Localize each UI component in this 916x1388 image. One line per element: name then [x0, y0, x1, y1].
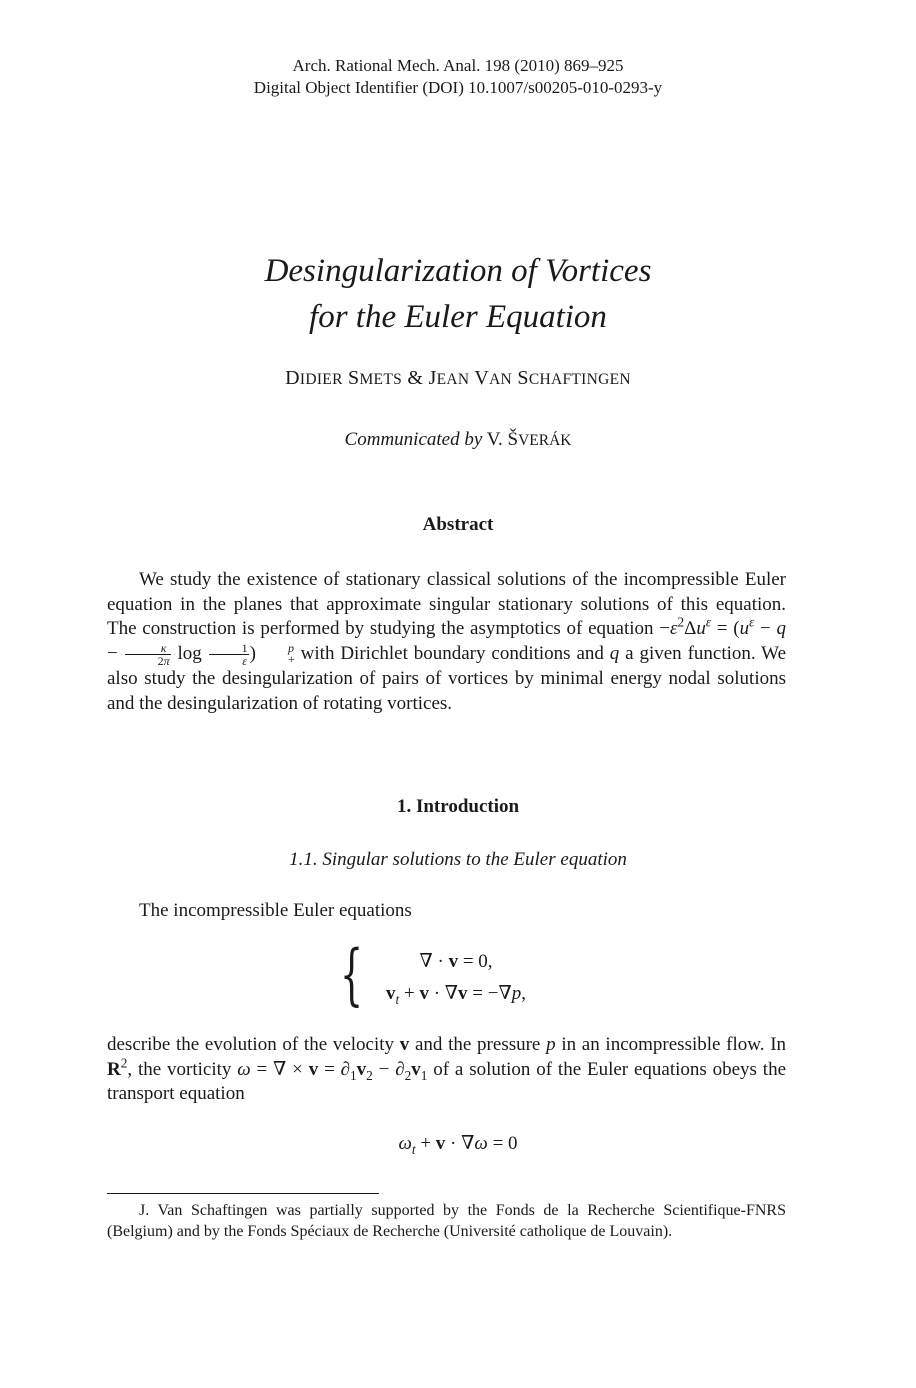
journal-header [0, 55, 916, 99]
communicated-by [0, 429, 916, 451]
abstract-heading: Abstract [422, 514, 494, 535]
communicator-surname: VERÁK [518, 432, 572, 449]
intro-text: describe the evolution of the velocity [107, 1034, 395, 1055]
math-p: p [546, 1034, 556, 1055]
communicator-surname-initial: Š [507, 429, 519, 450]
footnote-rule [107, 1193, 379, 1194]
subsection-heading: 1.1. Singular solutions to the Euler equation [289, 849, 627, 870]
section-heading: 1. Introduction [396, 796, 520, 817]
journal-citation: Arch. Rational Mech. Anal. 198 (2010) 869–925 [292, 56, 624, 75]
authors [0, 367, 916, 390]
communicator-initial: V. [486, 429, 503, 450]
title-line-2: for the Euler Equation [309, 299, 607, 335]
author-initial: S [517, 367, 529, 389]
communicated-prefix: Communicated by [344, 429, 483, 450]
intro-lead: The incompressible Euler equations [139, 900, 412, 921]
abstract-text: a given function. We also study the desingularization of pairs of vortices by minimal energy nodal solutions and the desingularization of rotating vortices. [107, 643, 787, 714]
author-initial: J [428, 367, 437, 389]
author-initial: D [285, 367, 300, 389]
abstract-body [107, 568, 786, 717]
intro-body [107, 1033, 786, 1107]
journal-doi: Digital Object Identifier (DOI) 10.1007/s00205-010-0293-y [253, 78, 663, 97]
author-initial: S [348, 367, 360, 389]
paper-title [0, 248, 916, 340]
equation-divergence: ∇ · v = 0, [419, 951, 493, 972]
intro-text: in an incompressible flow. In [561, 1034, 787, 1055]
left-brace: { [340, 936, 364, 1013]
author-initial: V [474, 367, 490, 389]
intro-text: , the vorticity [127, 1058, 232, 1080]
math-v: v [399, 1034, 410, 1055]
abstract-text: with Dirichlet boundary conditions and [300, 643, 604, 665]
math-vorticity: ω = ∇ × $v = \partial_1v_2 - \partial_2v_1$ [237, 1058, 428, 1083]
author-ampersand: & [407, 367, 424, 389]
intro-text: and the pressure [415, 1034, 541, 1055]
author-name-part: IDIER [299, 371, 343, 388]
author-name-part: CHAFTINGEN [528, 371, 631, 388]
abstract-equation: $-\varepsilon^2\Delta u^\varepsilon = (u^\varepsilon - q$ − $\frac{\kappa}{2\pi}$ log $\frac{1}{\varepsilon}$ ) p + [107, 615, 786, 669]
author-name-part: AN [489, 371, 513, 388]
euler-equation-system [340, 936, 580, 1013]
title-line-1: Desingularization of Vortices [264, 253, 652, 289]
math-q: q [609, 643, 620, 665]
equation-momentum: $v_t + v \cdot \nabla v = -\nabla p$, [386, 983, 526, 1007]
footnote: J. Van Schaftingen was partially supported by the Fonds de la Recherche Scientifique-FNRS (Belgium) and by the Fonds Spéciaux de Recherche (Université catholique de Louvain). [107, 1202, 786, 1240]
intro-text: of a solution of the Euler equations obeys the transport equation [107, 1058, 786, 1105]
math-r2: $R^2$ [107, 1055, 128, 1080]
abstract-text: We study the existence of stationary classical solutions of the incompressible Euler equation in the planes that approximate singular stationary solutions of this equation. The construction is performed by studying the asymptotics of equation [107, 569, 786, 640]
transport-equation: $\omega_t + v \cdot \nabla\omega = 0$ [398, 1133, 518, 1157]
author-name-part: METS [359, 371, 403, 388]
author-name-part: EAN [436, 371, 470, 388]
